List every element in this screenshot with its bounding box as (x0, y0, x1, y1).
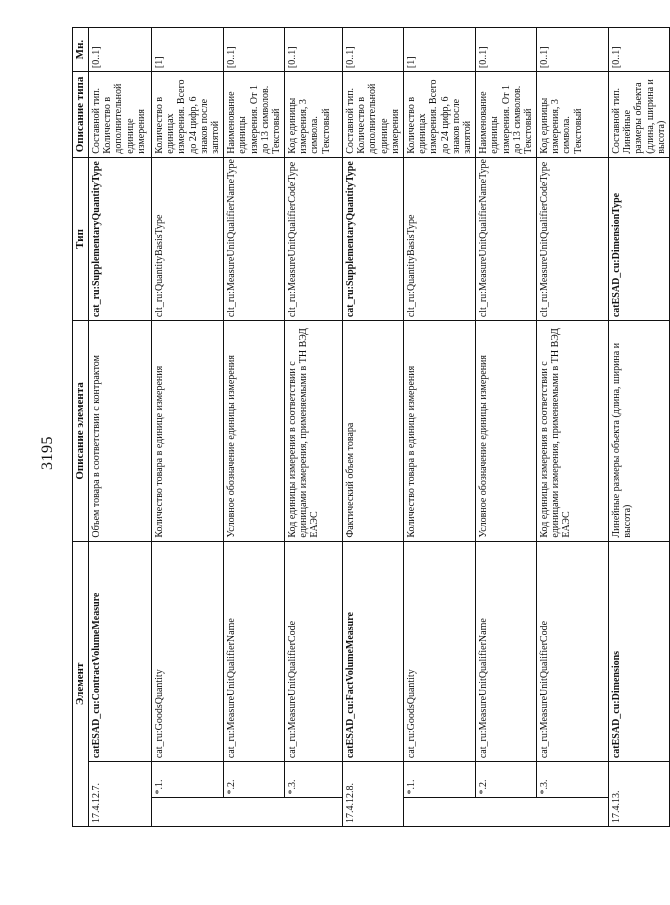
element-table (72, 27, 670, 827)
element-description: Количество товара в единице измерения (152, 321, 224, 542)
element-type: catESAD_cu:DimensionType (609, 157, 670, 320)
table-header-row (73, 28, 89, 827)
element-name: catESAD_cu:Dimensions (609, 541, 670, 762)
indent-cell (476, 798, 537, 827)
element-name: cat_ru:MeasureUnitQualifierCode (537, 541, 609, 762)
multiplicity: [0..1] (285, 28, 343, 72)
element-description: Код единицы измерения в соответствии с единицами измерения, применяемыми в ТН ВЭД ЕАЭС (285, 321, 343, 542)
indent-cell (152, 798, 224, 827)
multiplicity: [0..1] (537, 28, 609, 72)
indent-cell (404, 798, 476, 827)
type-description: Составной тип. Количество в дополнительной единице измерения (89, 72, 152, 158)
element-type: clt_ru:MeasureUnitQualifierCodeType (285, 157, 343, 320)
table-row (224, 28, 285, 827)
multiplicity: [0..1] (89, 28, 152, 72)
row-number: 17.4.12.8. (343, 762, 404, 827)
table-row (89, 28, 152, 827)
table-row (609, 28, 670, 827)
row-number: *.1. (404, 762, 476, 798)
multiplicity: [0..1] (224, 28, 285, 72)
multiplicity: [1] (404, 28, 476, 72)
element-description: Условное обозначение единицы измерения (224, 321, 285, 542)
element-description: Объем товара в соответствии с контрактом (89, 321, 152, 542)
element-name: catESAD_cu:FactVolumeMeasure (343, 541, 404, 762)
header-element: Элемент (73, 541, 89, 826)
element-name: cat_ru:MeasureUnitQualifierCode (285, 541, 343, 762)
table-row (476, 28, 537, 827)
element-description: Код единицы измерения в соответствии с единицами измерения, применяемыми в ТН ВЭД ЕАЭС (537, 321, 609, 542)
element-type: clt_ru:QuantityBasisType (152, 157, 224, 320)
row-number: *.3. (537, 762, 609, 798)
multiplicity: [0..1] (343, 28, 404, 72)
element-description: Количество товара в единице измерения (404, 321, 476, 542)
page-number: 3195 (39, 436, 56, 470)
row-number: 17.4.13. (609, 762, 670, 827)
row-number: *.2. (476, 762, 537, 798)
type-description: Количество в единицах измерения. Всего до 24 цифр, 6 знаков после запятой (152, 72, 224, 158)
element-type: clt_ru:MeasureUnitQualifierNameType (224, 157, 285, 320)
type-description: Код единицы измерения, 3 символа. Текстовый (537, 72, 609, 158)
row-number: *.3. (285, 762, 343, 798)
row-number: *.1. (152, 762, 224, 798)
type-description: Составной тип. Количество в дополнительной единице измерения (343, 72, 404, 158)
element-type: cat_ru:SupplementaryQuantityType (89, 157, 152, 320)
multiplicity: [1] (152, 28, 224, 72)
header-type-description: Описание типа (73, 72, 89, 158)
indent-cell (285, 798, 343, 827)
element-name: cat_ru:MeasureUnitQualifierName (224, 541, 285, 762)
type-description: Наименование единицы измерения. От 1 до 13 символов. Текстовый (476, 72, 537, 158)
type-description: Составной тип. Линейные размеры объекта (длина, ширина и высота) (609, 72, 670, 158)
multiplicity: [0..1] (476, 28, 537, 72)
table-row (404, 28, 476, 827)
element-name: cat_ru:GoodsQuantity (404, 541, 476, 762)
row-number: 17.4.12.7. (89, 762, 152, 827)
element-type: clt_ru:MeasureUnitQualifierCodeType (537, 157, 609, 320)
element-description: Линейные размеры объекта (длина, ширина и высота) (609, 321, 670, 542)
type-description: Наименование единицы измерения. От 1 до 13 символов. Текстовый (224, 72, 285, 158)
indent-cell (537, 798, 609, 827)
element-type: clt_ru:MeasureUnitQualifierNameType (476, 157, 537, 320)
element-description: Условное обозначение единицы измерения (476, 321, 537, 542)
row-number: *.2. (224, 762, 285, 798)
indent-cell (224, 798, 285, 827)
table-row (285, 28, 343, 827)
multiplicity: [0..1] (609, 28, 670, 72)
header-multiplicity: Мн. (73, 28, 89, 72)
header-type: Тип (73, 157, 89, 320)
element-description: Фактический объем товара (343, 321, 404, 542)
element-name: cat_ru:GoodsQuantity (152, 541, 224, 762)
type-description: Код единицы измерения, 3 символа. Текстовый (285, 72, 343, 158)
table-row (537, 28, 609, 827)
type-description: Количество в единицах измерения. Всего до 24 цифр, 6 знаков после запятой (404, 72, 476, 158)
element-type: cat_ru:SupplementaryQuantityType (343, 157, 404, 320)
header-description: Описание элемента (73, 321, 89, 542)
table-row (343, 28, 404, 827)
rotated-table-wrapper (72, 27, 667, 827)
element-type: clt_ru:QuantityBasisType (404, 157, 476, 320)
element-name: cat_ru:MeasureUnitQualifierName (476, 541, 537, 762)
element-name: catESAD_cu:ContractVolumeMeasure (89, 541, 152, 762)
table-row (152, 28, 224, 827)
